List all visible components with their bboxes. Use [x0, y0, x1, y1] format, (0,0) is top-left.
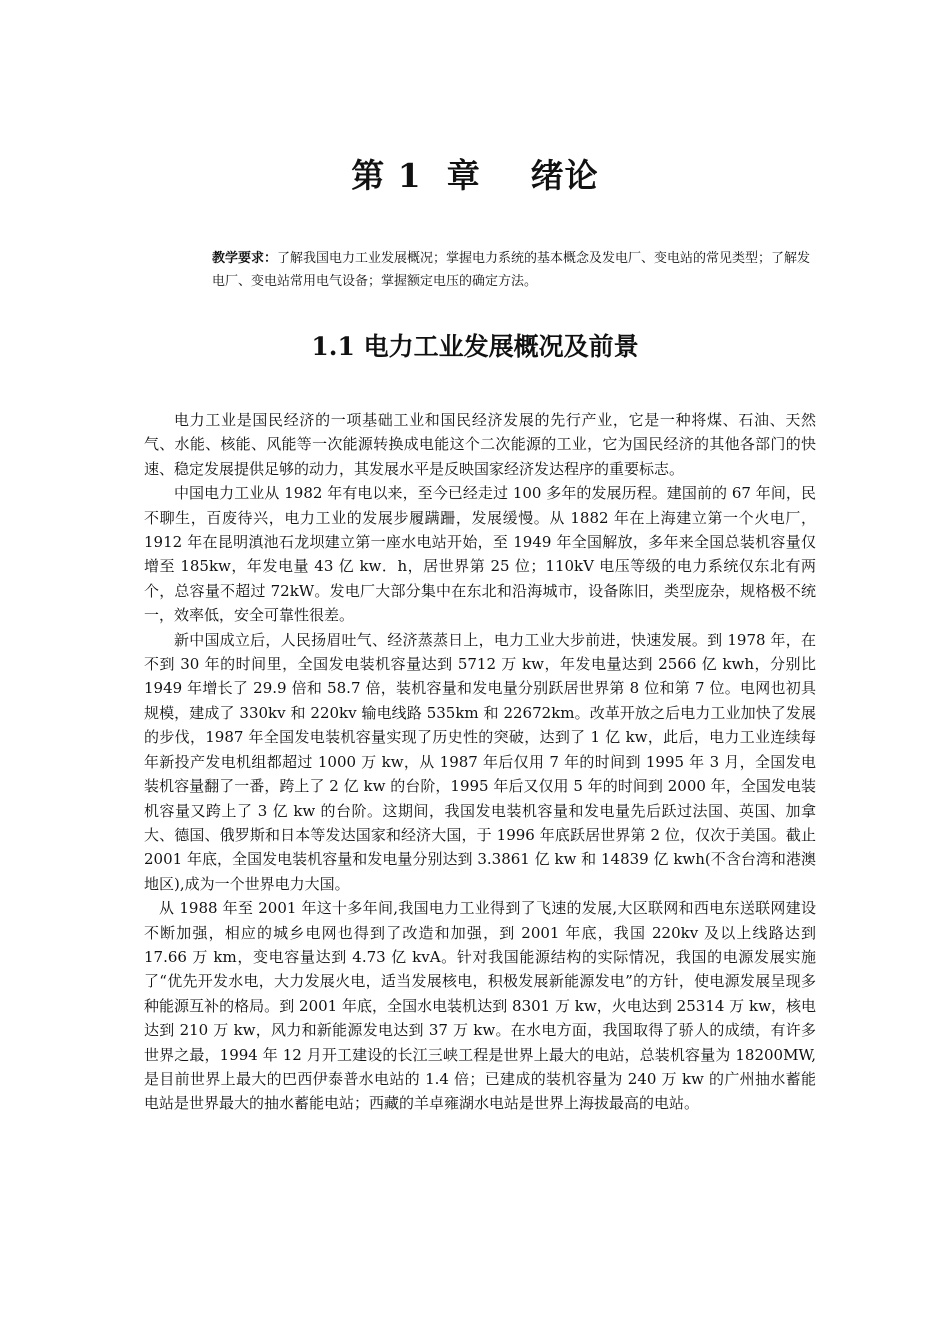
section-title: 1.1 电力工业发展概况及前景: [311, 332, 639, 361]
teaching-requirements-text: 了解我国电力工业发展概况；掌握电力系统的基本概念及发电厂、变电站的常见类型；了解发电厂、变电站常用电气设备；掌握额定电压的确定方法。: [212, 251, 811, 289]
body-text: [144, 408, 816, 1116]
teaching-requirements: [212, 247, 812, 293]
teaching-requirements-label: 教学要求：: [212, 251, 278, 266]
paragraph: 新中国成立后，人民扬眉吐气、经济蒸蒸日上，电力工业大步前进，快速发展。到 1978 年，在不到 30 年的时间里，全国发电装机容量达到 5712 万 kw，年发电量达到 2566 亿 kwh，分别比 1949 年增长了 29.9 倍和 58.7 倍，装机容量和发电量分别跃居世界第 8 位和第 7 位。电网也初具规模，建成了 330kv 和 220kv 输电线路 535km 和 22672km。改革开放之后电力工业加快了发展的步伐，1987 年全国发电装机容量实现了历史性的突破，达到了 1 亿 kw，此后，电力工业连续每年新投产发电机组都超过 1000 万 kw，从 1987 年后仅用 7 年的时间到 1995 年 3 月，全国发电装机容量翻了一番，跨上了 2 亿 kw 的台阶，1995 年后又仅用 5 年的时间到 2000 年，全国发电装机容量又跨上了 3 亿 kw 的台阶。这期间，我国发电装机容量和发电量先后跃过法国、英国、加拿大、德国、俄罗斯和日本等发达国家和经济大国，于 1996 年底跃居世界第 2 位，仅次于美国。截止 2001 年底，全国发电装机容量和发电量分别达到 3.3861 亿 kw 和 14839 亿 kwh(不含台湾和港澳地区),成为一个世界电力大国。: [144, 630, 816, 893]
paragraph: 从 1988 年至 2001 年这十多年间,我国电力工业得到了飞速的发展,大区联网和西电东送联网建设不断加强，相应的城乡电网也得到了改造和加强，到 2001 年底，我国 220kv 及以上线路达到 17.66 万 km，变电容量达到 4.73 亿 kvA。针对我国能源结构的实际情况，我国的电源发展实施了“优先开发水电，大力发展火电，适当发展核电，积极发展新能源发电”的方针，使电源发展呈现多种能源互补的格局。到 2001 年底，全国水电装机达到 8301 万 kw，火电达到 25314 万 kw，核电达到 210 万 kw，风力和新能源发电达到 37 万 kw。在水电方面，我国取得了骄人的成绩，有许多世界之最，1994 年 12 月开工建设的长江三峡工程是世界上最大的电站，总装机容量为 18200MW,是目前世界上最大的巴西伊泰普水电站的 1.4 倍；已建成的装机容量为 240 万 kw 的广州抽水蓄能电站是世界最大的抽水蓄能电站；西藏的羊卓雍湖水电站是世界上海拔最高的电站。: [144, 899, 816, 1113]
paragraph: 中国电力工业从 1982 年有电以来，至今已经走过 100 多年的发展历程。建国前的 67 年间，民不聊生，百废待兴，电力工业的发展步履蹒跚，发展缓慢。从 1882 年在上海建立第一个火电厂，1912 年在昆明滇池石龙坝建立第一座水电站开始，至 1949 年全国解放，多年来全国总装机容量仅增至 185kw，年发电量 43 亿 kw．h，居世界第 25 位；110kV 电压等级的电力系统仅东北有两个，总容量不超过 72kW。发电厂大部分集中在东北和沿海城市，设备陈旧，类型庞杂，规格极不统一，效率低，安全可靠性很差。: [144, 484, 816, 625]
chapter-title: 第 1 章 绪论: [351, 156, 599, 195]
paragraph: 电力工业是国民经济的一项基础工业和国民经济发展的先行产业，它是一种将煤、石油、天然气、水能、核能、风能等一次能源转换成电能这个二次能源的工业，它为国民经济的其他各部门的快速、稳定发展提供足够的动力，其发展水平是反映国家经济发达程序的重要标志。: [144, 411, 816, 478]
